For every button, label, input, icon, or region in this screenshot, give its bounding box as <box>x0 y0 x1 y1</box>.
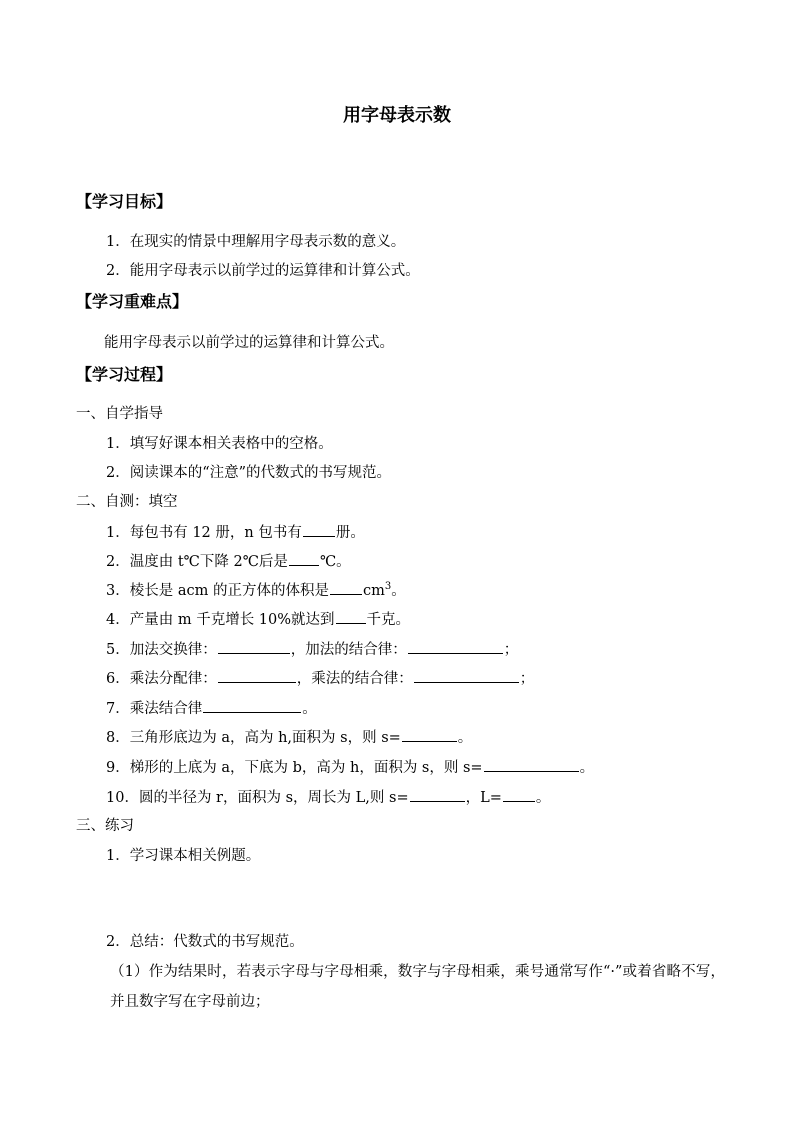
goal-item-1: 1．在现实的情景中理解用字母表示数的意义。 <box>106 234 406 250</box>
part1-item-1: 1．填写好课本相关表格中的空格。 <box>106 436 333 452</box>
answer-blank[interactable] <box>203 698 301 713</box>
part1-item-2: 2．阅读课本的“注意”的代数式的书写规范。 <box>106 465 392 481</box>
answer-blank[interactable] <box>289 551 319 566</box>
answer-blank[interactable] <box>303 522 335 537</box>
answer-blank[interactable] <box>414 668 519 683</box>
part3-item-2: 2．总结：代数式的书写规范。 <box>106 934 304 950</box>
answer-blank[interactable] <box>218 639 290 654</box>
answer-blank[interactable] <box>330 580 362 595</box>
answer-blank[interactable] <box>402 727 457 742</box>
part3-item-1: 1．学习课本相关例题。 <box>106 848 261 864</box>
answer-blank[interactable] <box>503 787 535 802</box>
part3-paragraph-1: （1）作为结果时，若表示字母与字母相乘，数字与字母相乘，乘号通常写作“·”或着省略不写，并且数字写在字母前边； <box>110 964 725 1010</box>
goal-heading: 【学习目标】 <box>76 192 173 211</box>
key-text: 能用字母表示以前学过的运算律和计算公式。 <box>104 335 394 351</box>
answer-blank[interactable] <box>336 609 366 624</box>
question-10: 10．圆的半径为 r，面积为 s，周长为 L,则 s= ，L= 。 <box>106 787 550 808</box>
answer-blank[interactable] <box>408 639 503 654</box>
answer-blank[interactable] <box>218 668 296 683</box>
part2-title: 二、自测：填空 <box>76 494 178 510</box>
answer-blank[interactable] <box>410 787 465 802</box>
question-9: 9．梯形的上底为 a，下底为 b，高为 h，面积为 s，则 s= 。 <box>106 757 594 778</box>
question-8: 8．三角形底边为 a，高为 h,面积为 s，则 s= 。 <box>106 727 472 748</box>
question-6: 6．乘法分配律： ，乘法的结合律： ； <box>106 668 534 689</box>
page-title: 用字母表示数 <box>343 105 451 126</box>
question-3: 3．棱长是 acm 的正方体的体积是 $cm^3$。 <box>106 581 406 599</box>
process-heading: 【学习过程】 <box>76 365 173 384</box>
question-7: 7．乘法结合律 。 <box>106 698 317 719</box>
key-heading: 【学习重难点】 <box>76 292 189 311</box>
part3-title: 三、练习 <box>76 818 134 834</box>
goal-item-2: 2．能用字母表示以前学过的运算律和计算公式。 <box>106 263 420 279</box>
question-4: 4．产量由 m 千克增长 10%就达到 千克。 <box>106 609 410 630</box>
question-5: 5．加法交换律： ，加法的结合律： ； <box>106 639 518 660</box>
question-2: 2．温度由 t℃下降 2℃后是 ℃。 <box>106 551 351 572</box>
part1-title: 一、自学指导 <box>76 406 163 422</box>
answer-blank[interactable] <box>484 757 579 772</box>
question-1: 1．每包书有 12 册，n 包书有 册。 <box>106 522 365 543</box>
